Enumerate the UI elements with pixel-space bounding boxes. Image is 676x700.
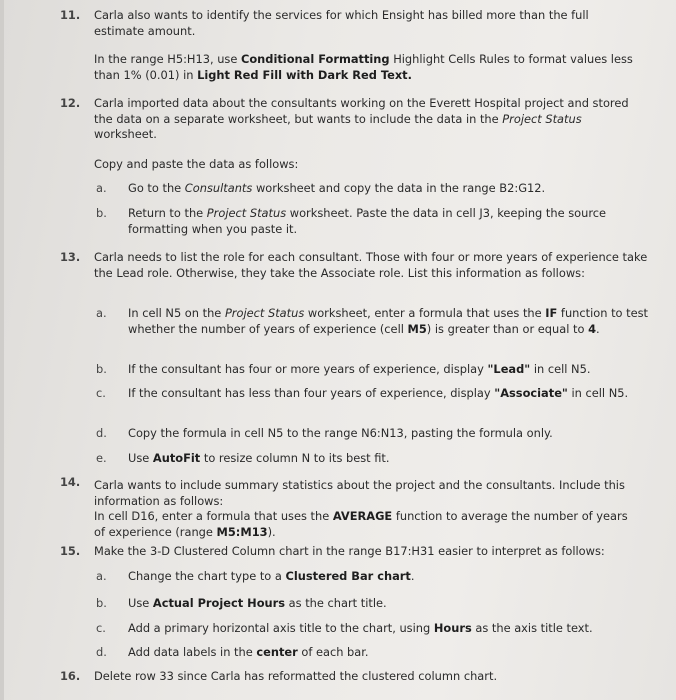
step-number: 12. bbox=[60, 96, 81, 110]
step-text: Carla needs to list the role for each consultant. Those with four or more years of experience take the Lead role. Otherwise, they take the Associate role. List this information as follows: bbox=[94, 250, 648, 280]
step-number: 14. bbox=[60, 475, 81, 489]
step-text: Carla also wants to identify the services for which Ensight has billed more than the full estimate amount. bbox=[94, 8, 589, 38]
substep-text: Go to the Consultants worksheet and copy the data in the range B2:G12. bbox=[128, 181, 546, 195]
substep-label: c. bbox=[96, 386, 106, 400]
substep-text: Add a primary horizontal axis title to the chart, using Hours as the axis title text. bbox=[128, 621, 593, 635]
substep-label: d. bbox=[96, 645, 107, 659]
substep-text: Change the chart type to a Clustered Bar chart. bbox=[128, 569, 415, 583]
substep-label: d. bbox=[96, 426, 107, 440]
step-text: In the range H5:H13, use Conditional Formatting Highlight Cells Rules to format values less than 1% (0.01) in Light Red Fill with Dark Red Text. bbox=[94, 52, 633, 82]
substep-text: Return to the Project Status worksheet. Paste the data in cell J3, keeping the source formatting when you paste it. bbox=[128, 206, 607, 236]
step-number: 16. bbox=[60, 669, 81, 683]
substep-label: a. bbox=[96, 181, 107, 195]
substep-label: c. bbox=[96, 621, 106, 635]
substep-label: a. bbox=[96, 306, 107, 320]
step-text: Copy and paste the data as follows: bbox=[94, 157, 299, 171]
substep-text: If the consultant has less than four years of experience, display "Associate" in cell N5. bbox=[128, 386, 629, 400]
substep-label: b. bbox=[96, 206, 107, 220]
substep-label: e. bbox=[96, 451, 107, 465]
step-number: 11. bbox=[60, 8, 81, 22]
substep-text: If the consultant has four or more years of experience, display "Lead" in cell N5. bbox=[128, 362, 591, 376]
page-edge-shadow bbox=[0, 0, 4, 700]
step-text: In cell D16, enter a formula that uses the AVERAGE function to average the number of years of experience (range M5:M13). bbox=[94, 509, 628, 539]
substep-label: a. bbox=[96, 569, 107, 583]
substep-text: Use Actual Project Hours as the chart title. bbox=[128, 596, 387, 610]
step-text: Carla wants to include summary statistics about the project and the consultants. Include this information as follows: bbox=[94, 478, 625, 508]
step-text: Carla imported data about the consultants working on the Everett Hospital project and stored the data on a separate worksheet, but wants to include the data in the Project Status worksheet. bbox=[94, 96, 629, 141]
substep-text: In cell N5 on the Project Status worksheet, enter a formula that uses the IF function to test whether the number of years of experience (cell M5) is greater than or equal to 4. bbox=[128, 306, 649, 336]
substep-text: Copy the formula in cell N5 to the range N6:N13, pasting the formula only. bbox=[128, 426, 553, 440]
substep-label: b. bbox=[96, 362, 107, 376]
substep-text: Add data labels in the center of each bar. bbox=[128, 645, 369, 659]
step-text: Delete row 33 since Carla has reformatted the clustered column chart. bbox=[94, 669, 498, 683]
step-text: Make the 3-D Clustered Column chart in the range B17:H31 easier to interpret as follows: bbox=[94, 544, 605, 558]
substep-label: b. bbox=[96, 596, 107, 610]
step-number: 15. bbox=[60, 544, 81, 558]
substep-text: Use AutoFit to resize column N to its best fit. bbox=[128, 451, 390, 465]
step-number: 13. bbox=[60, 250, 81, 264]
